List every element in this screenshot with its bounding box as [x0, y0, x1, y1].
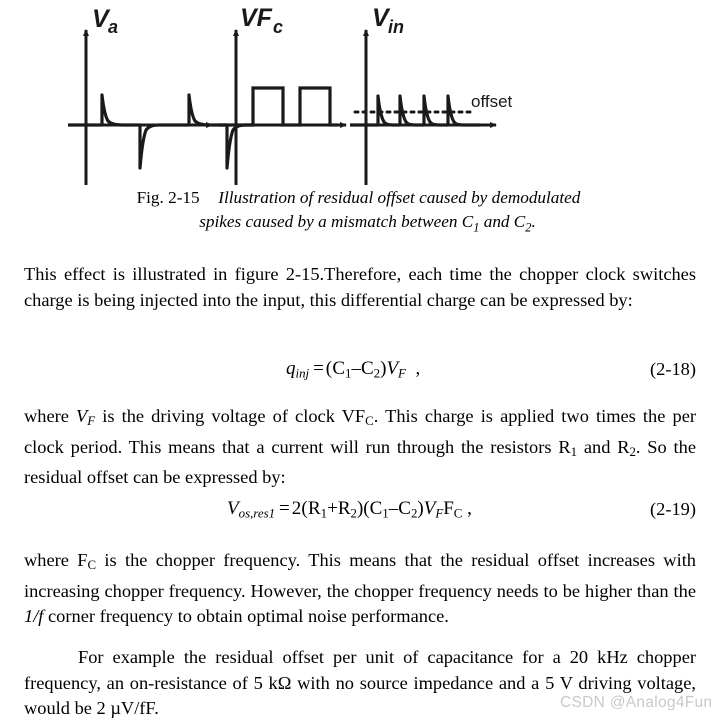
equation-2-19-number: (2-19): [650, 499, 696, 519]
p2-sub-r2: 2: [629, 444, 636, 459]
caption-sub-2: 2: [525, 220, 532, 235]
waveform-illustration: [0, 0, 717, 185]
paragraph-chopper-frequency: [24, 548, 696, 630]
caption-line-1: [0, 186, 717, 210]
eq2-lhs-var: $V_{os,res1}$: [227, 498, 276, 521]
va-axis-label-sub: a: [108, 17, 119, 37]
p2-sub-r1: 1: [570, 444, 578, 459]
paragraph-intro: [24, 262, 696, 313]
equation-2-19-row: [24, 498, 696, 528]
va-waveform: [68, 95, 253, 168]
caption-text-2b: and C: [479, 212, 526, 231]
vfc-axis-label-sub: c: [273, 17, 284, 37]
p3-text-b: is the chopper frequency. This means that the residual offset increases with increasing chopper frequency. However, the chopper frequency needs to be higher than the: [24, 550, 696, 601]
va-axis-label: V: [92, 5, 109, 33]
p2-text-e: . So the residual offset can be expressed by:: [24, 436, 697, 488]
panel-vfc: [218, 4, 346, 185]
vin-offset-label: offset: [471, 92, 513, 111]
csdn-watermark: CSDN @Analog4Fun: [560, 694, 713, 711]
vfc-axis-label: VF: [240, 4, 272, 32]
caption-sub-1: 1: [473, 220, 480, 235]
p3-sub-c: C: [87, 558, 97, 573]
equation-2-18-number: (2-18): [650, 359, 696, 379]
vin-axis-label: V: [372, 4, 389, 32]
p3-text-a: where F: [24, 550, 88, 570]
p2-text-b: is the driving voltage of clock VF: [95, 406, 366, 426]
panel-vin: [350, 4, 513, 185]
paragraph-intro-text: This effect is illustrated in figure 2-15.Therefore, each time the chopper clock switches charge is being injected into the input, this differential charge can be expressed by:: [24, 264, 696, 310]
equation-2-18-row: [24, 358, 696, 388]
p2-text-c: . This charge is applied two times the per clock period. This means that a current will run through the resistors R: [24, 406, 696, 457]
equation-2-18-body: $q_{inj}$ = $(C_1-C_2)V_F$ ,: [286, 358, 421, 381]
p3-italic-1overf: 1/f: [24, 606, 44, 627]
panel-va: [68, 5, 253, 185]
figure-2-15: [0, 0, 717, 185]
paragraph-vf-definition: [24, 404, 696, 491]
paragraph-example-text: For example the residual offset per unit of capacitance for a 20 kHz chopper frequency, an on-resistance of 5 kΩ with no source impedance and a 5 V driving voltage, would be 2 µV/fF.: [24, 647, 696, 718]
vin-axis-label-sub: in: [388, 17, 404, 37]
caption-text-2c: .: [531, 212, 536, 231]
p2-text-d: and R: [577, 436, 630, 457]
p2-var-vf: $V_F$: [76, 406, 96, 429]
caption-text-2a: spikes caused by a mismatch between C: [199, 212, 474, 231]
caption-text-1: Illustration of residual offset caused by demodulated: [218, 188, 581, 207]
equation-2-19-body: $V_{os,res1}$ = $2(R_1+R_2)(C_1-C_2)V_FF_C$ ,: [227, 498, 472, 521]
figure-caption: [0, 186, 717, 239]
p3-text-c: corner frequency to obtain optimal noise performance.: [43, 606, 449, 627]
eq1-lhs-var: $q_{inj}$: [286, 358, 310, 381]
p2-text-a: where: [24, 406, 77, 426]
caption-label: Fig. 2-15: [136, 188, 200, 207]
caption-line-2: [0, 210, 717, 239]
p2-sub-c: C: [365, 414, 374, 429]
